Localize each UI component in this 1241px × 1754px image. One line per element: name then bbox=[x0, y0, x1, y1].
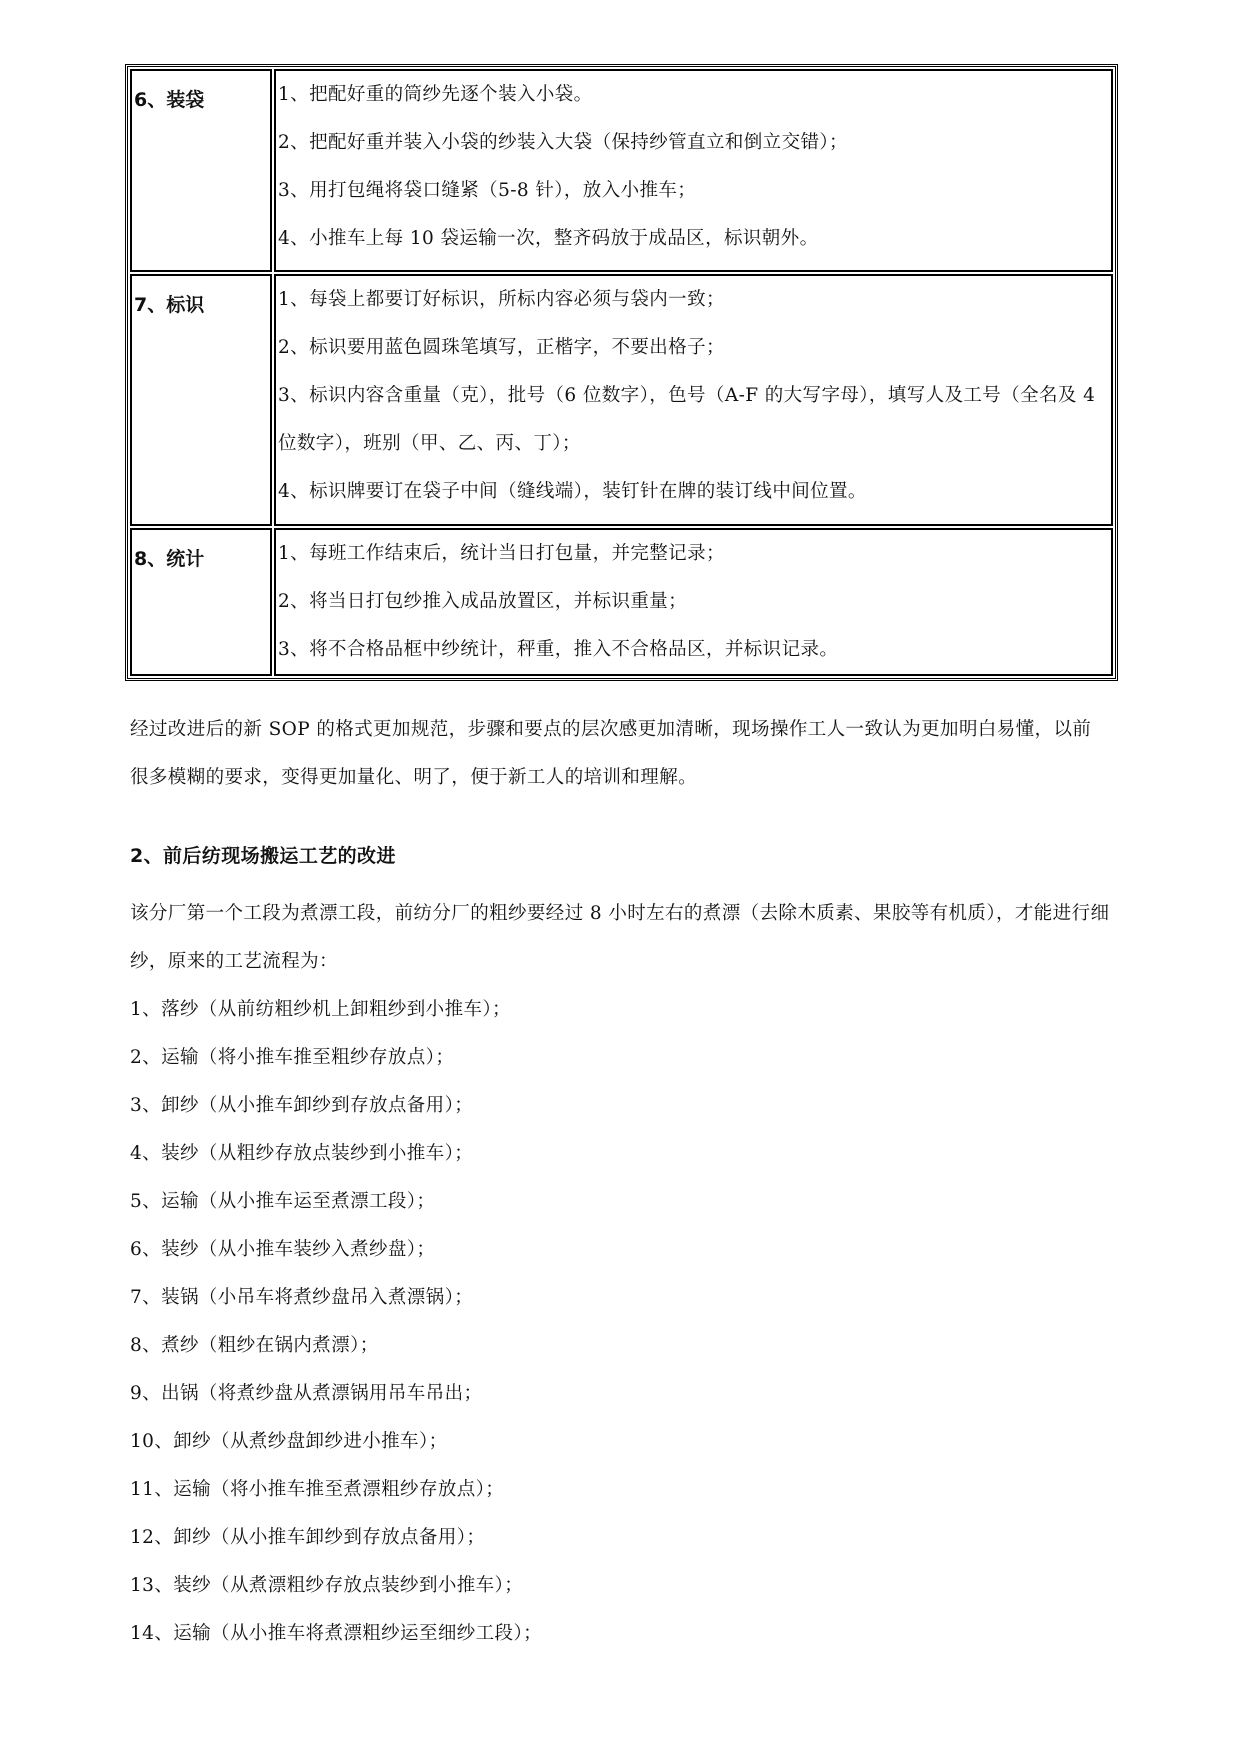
step-items bbox=[274, 274, 1113, 526]
list-item: 2、把配好重并装入小袋的纱装入大袋（保持纱管直立和倒立交错）； bbox=[278, 132, 848, 153]
list-item: 7、装锅（小吊车将煮纱盘吊入煮漂锅）； bbox=[130, 1287, 474, 1308]
table-row bbox=[130, 528, 1113, 676]
list-item: 1、每班工作结束后，统计当日打包量，并完整记录； bbox=[278, 543, 725, 564]
step-label: 8、统计 bbox=[130, 528, 272, 676]
list-item: 10、卸纱（从煮纱盘卸纱进小推车）； bbox=[130, 1431, 448, 1452]
list-item: 14、运输（从小推车将煮漂粗纱运至细纱工段）； bbox=[130, 1623, 542, 1644]
list-item: 1、落纱（从前纺粗纱机上卸粗纱到小推车）； bbox=[130, 999, 511, 1020]
step-items bbox=[274, 69, 1113, 272]
process-list bbox=[130, 986, 1110, 1658]
list-item: 4、标识牌要订在袋子中间（缝线端），装钉针在牌的装订线中间位置。 bbox=[278, 481, 867, 502]
list-item: 6、装纱（从小推车装纱入煮纱盘）； bbox=[130, 1239, 436, 1260]
intro-paragraph: 该分厂第一个工段为煮漂工段，前纺分厂的粗纱要经过 8 小时左右的煮漂（去除木质素、果胶等有机质），才能进行细纱，原来的工艺流程为： bbox=[130, 903, 1110, 972]
list-item: 2、标识要用蓝色圆珠笔填写，正楷字，不要出格子； bbox=[278, 337, 725, 358]
step-label: 7、标识 bbox=[130, 274, 272, 526]
list-item: 12、卸纱（从小推车卸纱到存放点备用）； bbox=[130, 1527, 486, 1548]
list-item: 9、出锅（将煮纱盘从煮漂锅用吊车吊出； bbox=[130, 1383, 483, 1404]
list-item: 5、运输（从小推车运至煮漂工段）； bbox=[130, 1191, 436, 1212]
list-item: 11、运输（将小推车推至煮漂粗纱存放点）； bbox=[130, 1479, 505, 1500]
step-label: 6、装袋 bbox=[130, 69, 272, 272]
table-row bbox=[130, 69, 1113, 272]
list-item: 1、每袋上都要订好标识，所标内容必须与袋内一致； bbox=[278, 289, 725, 310]
list-item: 4、小推车上每 10 袋运输一次，整齐码放于成品区，标识朝外。 bbox=[278, 228, 819, 249]
list-item: 4、装纱（从粗纱存放点装纱到小推车）； bbox=[130, 1143, 474, 1164]
section-heading: 2、前后纺现场搬运工艺的改进 bbox=[130, 845, 396, 867]
list-item: 3、用打包绳将袋口缝紧（5-8 针），放入小推车； bbox=[278, 180, 697, 201]
list-item: 2、将当日打包纱推入成品放置区，并标识重量； bbox=[278, 591, 688, 612]
list-item: 2、运输（将小推车推至粗纱存放点）； bbox=[130, 1047, 455, 1068]
list-item: 3、将不合格品框中纱统计，秤重，推入不合格品区，并标识记录。 bbox=[278, 639, 839, 660]
list-item: 3、标识内容含重量（克），批号（6 位数字），色号（A-F 的大写字母），填写人及工号（全名及 4 位数字），班别（甲、乙、丙、丁）； bbox=[278, 385, 1096, 454]
list-item: 3、卸纱（从小推车卸纱到存放点备用）； bbox=[130, 1095, 474, 1116]
list-item: 1、把配好重的筒纱先逐个装入小袋。 bbox=[278, 84, 593, 105]
summary-paragraph: 经过改进后的新 SOP 的格式更加规范，步骤和要点的层次感更加清晰，现场操作工人一致认为更加明白易懂，以前很多模糊的要求，变得更加量化、明了，便于新工人的培训和理解。 bbox=[130, 719, 1092, 788]
list-item: 13、装纱（从煮漂粗纱存放点装纱到小推车）； bbox=[130, 1575, 524, 1596]
sop-table bbox=[125, 64, 1118, 681]
list-item: 8、煮纱（粗纱在锅内煮漂）； bbox=[130, 1335, 379, 1356]
table-row bbox=[130, 274, 1113, 526]
step-items bbox=[274, 528, 1113, 676]
